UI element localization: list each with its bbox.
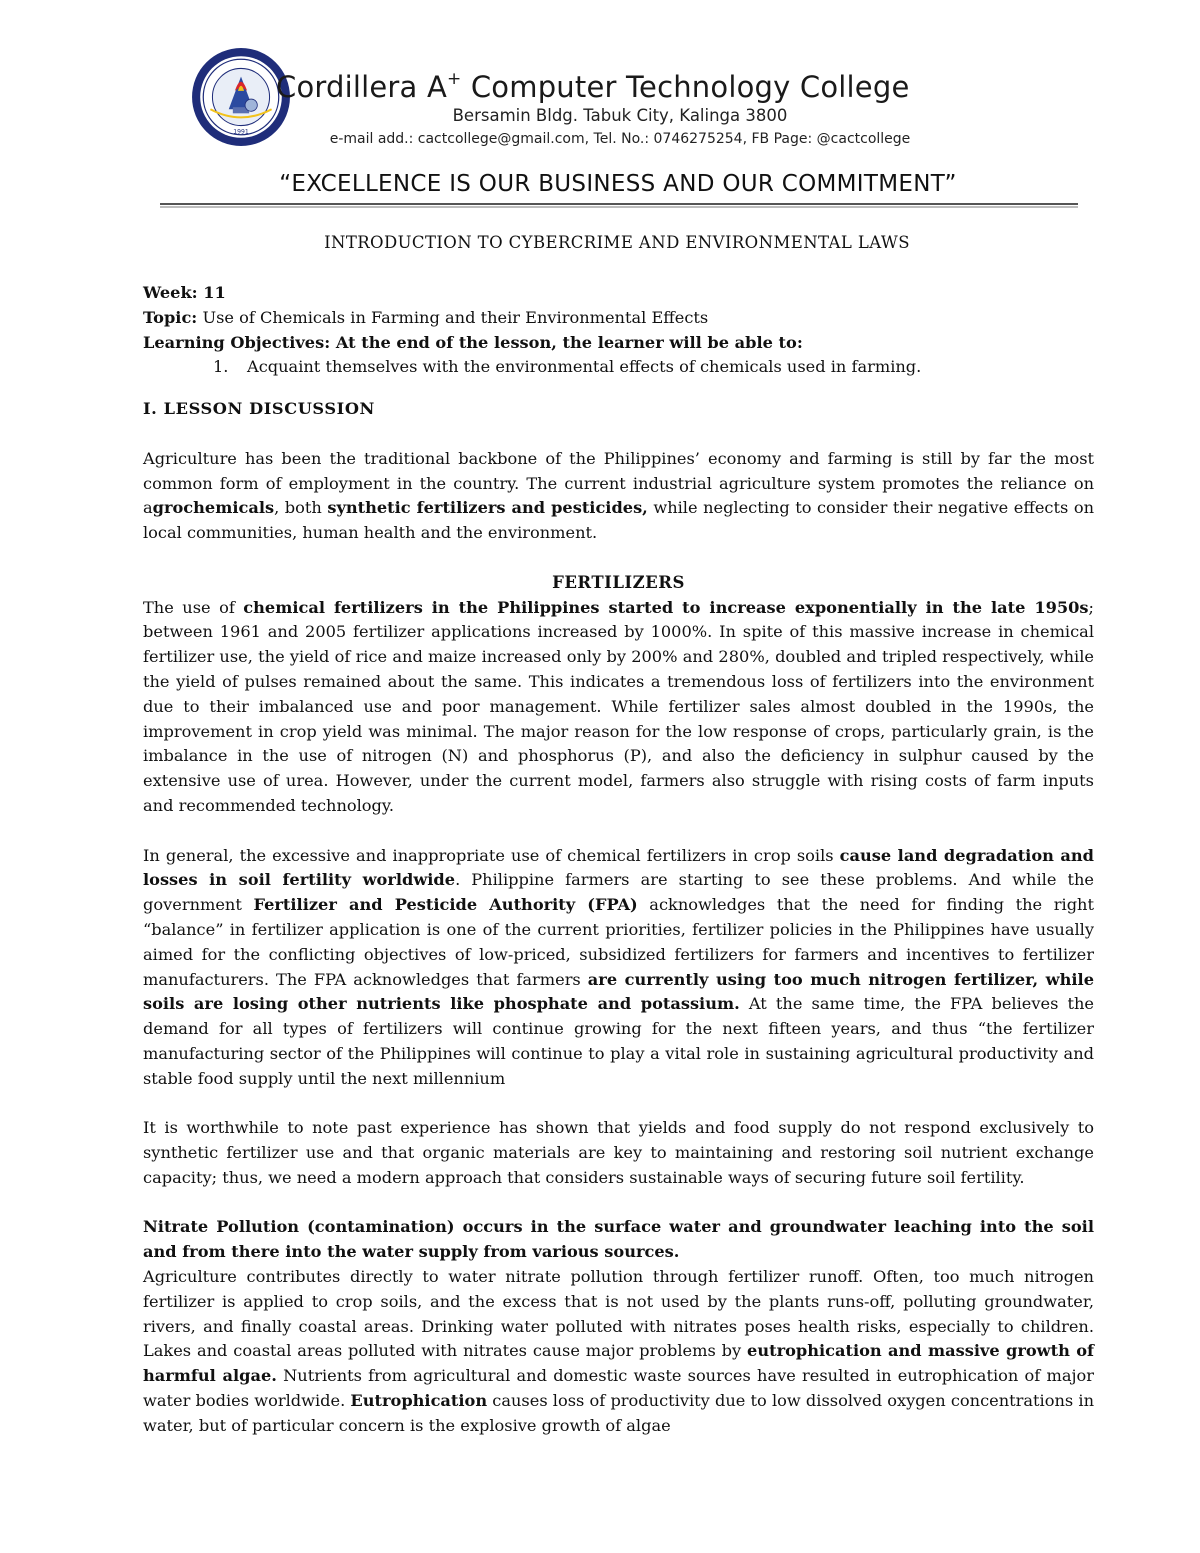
section-heading: I. LESSON DISCUSSION (143, 399, 375, 419)
topic-line: Topic: Use of Chemicals in Farming and their Environmental Effects (143, 307, 709, 327)
college-address: Bersamin Bldg. Tabuk City, Kalinga 3800 (452, 106, 788, 125)
college-name: Cordillera A+ Computer Technology College (276, 69, 910, 104)
lesson-content (143, 281, 1094, 1439)
header-divider-shadow (160, 206, 1078, 208)
college-motto: “EXCELLENCE IS OUR BUSINESS AND OUR COMMITMENT” (279, 171, 957, 197)
college-contact: e-mail add.: cactcollege@gmail.com, Tel. No.: 0746275254, FB Page: @cactcollege (329, 131, 911, 147)
fertilizers-paragraph-1: The use of chemical fertilizers in the Philippines started to increase exponentially in the late 1950s; between 1961 and 2005 fertilizer applications increased by 1000%. In spite of this massive increase in chemical fertilizer use, the yield of rice and maize increased only by 200% and 280%, doubled and tripled respectively, while the yield of pulses remained about the same. This indicates a tremendous loss of fertilizers into the environment due to their imbalanced use and poor management. While fertilizer sales almost doubled in the 1990s, the improvement in crop yield was minimal. The major reason for the low response of crops, particularly grain, is the imbalance in the use of nitrogen (N) and phosphorus (P), and also the deficiency in sulphur caused by the extensive use of urea. However, under the current model, farmers also struggle with rising costs of farm inputs and recommended technology. (143, 597, 1094, 815)
course-title: INTRODUCTION TO CYBERCRIME AND ENVIRONMENTAL LAWS (324, 233, 910, 252)
fertilizers-paragraph-2: In general, the excessive and inappropriate use of chemical fertilizers in crop soils cause land degradation and losses in soil fertility worldwide. Philippine farmers are starting to see these problems. And while the government Fertilizer and Pesticide Authority (FPA) acknowledges that the need for finding the right “balance” in fertilizer application is one of the current priorities, fertilizer policies in the Philippines have usually aimed for the conflicting objectives of low-priced, subsidized fertilizers for farmers and incentives to fertilizer manufacturers. The FPA acknowledges that farmers are currently using too much nitrogen fertilizer, while soils are losing other nutrients like phosphate and potassium. At the same time, the FPA believes the demand for all types of fertilizers will continue growing for the next fifteen years, and thus “the fertilizer manufacturing sector of the Philippines will continue to play a vital role in sustaining agricultural productivity and stable food supply until the next millennium (143, 845, 1094, 1088)
seal-year: 1991 (233, 128, 249, 136)
fertilizers-paragraph-3: It is worthwhile to note past experience has shown that yields and food supply do not respond exclusively to synthetic fertilizer use and that organic materials are key to maintaining and restoring soil nutrient exchange capacity; thus, we need a modern approach that considers sustainable ways of securing future soil fertility. (143, 1118, 1094, 1187)
objective-item: 1. Acquaint themselves with the environmental effects of chemicals used in farming. (213, 357, 922, 377)
nitrate-heading: Nitrate Pollution (contamination) occurs in the surface water and groundwater leaching into the soil and from there into the water supply from various sources. (143, 1217, 1094, 1262)
fertilizers-heading: FERTILIZERS (552, 572, 685, 592)
objectives-heading: Learning Objectives: At the end of the lesson, the learner will be able to: (143, 332, 803, 352)
nitrate-paragraph: Agriculture contributes directly to water nitrate pollution through fertilizer runoff. Often, too much nitrogen fertilizer is applied to crop soils, and the excess that is not used by the plants runs-off, polluting groundwater, rivers, and finally coastal areas. Drinking water polluted with nitrates poses health risks, especially to children. Lakes and coastal areas polluted with nitrates cause major problems by eutrophication and massive growth of harmful algae. Nutrients from agricultural and domestic waste sources have resulted in eutrophication of major water bodies worldwide. Eutrophication causes loss of productivity due to low dissolved oxygen concentrations in water, but of particular concern is the explosive growth of algae (143, 1267, 1094, 1435)
week-line: Week: 11 (143, 283, 226, 302)
intro-paragraph: Agriculture has been the traditional backbone of the Philippines’ economy and farming is still by far the most common form of employment in the country. The current industrial agriculture system promotes the reliance on agrochemicals, both synthetic fertilizers and pesticides, while neglecting to consider their negative effects on local communities, human health and the environment. (143, 448, 1094, 543)
header-divider (160, 203, 1078, 205)
